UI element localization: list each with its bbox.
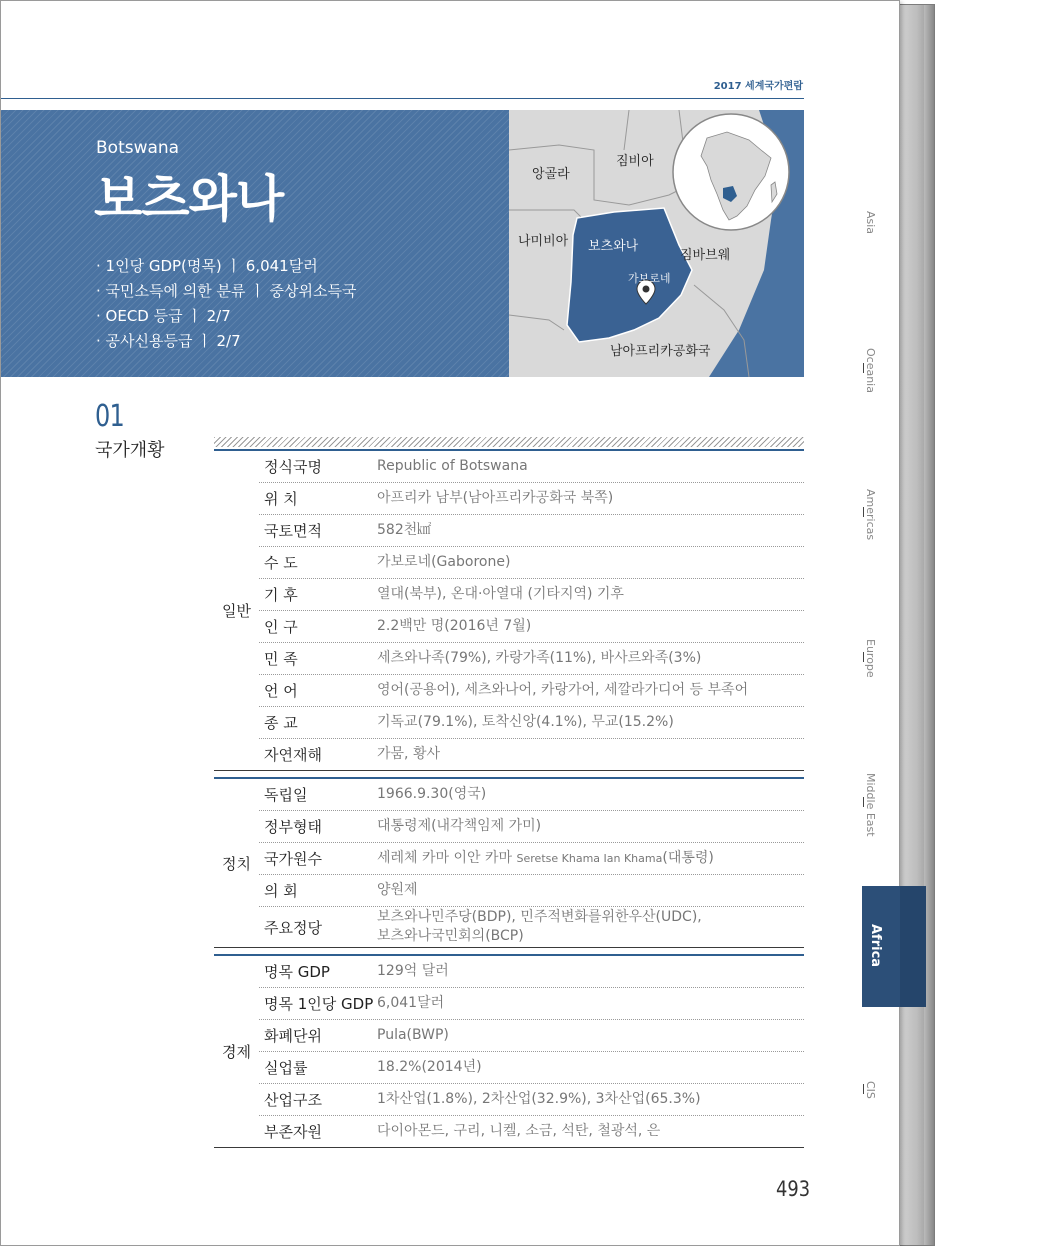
table-row <box>259 956 804 988</box>
fact-oecd-grade: · OECD 등급 ㅣ 2/7 <box>96 307 231 325</box>
map-label-zimbabwe: 짐바브웨 <box>680 248 731 263</box>
head-of-state-ko: 세레체 카마 이안 카마 <box>377 850 513 866</box>
hatch-bar <box>214 437 804 447</box>
row-label: 종 교 <box>264 714 298 732</box>
row-value <box>377 849 804 868</box>
table-row <box>259 811 804 843</box>
table-row <box>259 707 804 739</box>
row-value: 582천㎢ <box>377 522 432 538</box>
row-value: 1966.9.30(영국) <box>377 786 487 802</box>
row-value: 양원제 <box>377 882 418 898</box>
group-economy <box>214 954 804 1148</box>
map-label-angola: 앙골라 <box>532 167 570 182</box>
head-of-state-title: (대통령) <box>662 850 714 866</box>
row-value: 세츠와나족(79%), 카랑가족(11%), 바사르와족(3%) <box>377 650 702 666</box>
row-value: 아프리카 남부(남아프리카공화국 북쪽) <box>377 490 614 506</box>
row-value: 18.2%(2014년) <box>377 1059 482 1075</box>
tab-americas[interactable]: Americas <box>864 489 877 541</box>
group-label: 경제 <box>222 1043 251 1061</box>
country-name-en: Botswana <box>96 138 180 158</box>
edition-label: 2017 세계국가편람 <box>713 81 803 92</box>
tab-cis[interactable]: CIS <box>864 1081 877 1099</box>
page-number: 493 <box>776 1177 811 1201</box>
tab-europe[interactable]: Europe <box>864 639 877 678</box>
table-row <box>259 988 804 1020</box>
table-row <box>259 1084 804 1116</box>
map-label-south-africa: 남아프리카공화국 <box>610 344 711 359</box>
parties-line-1: 보츠와나민주당(BDP), 민주적변화를위한우산(UDC), <box>377 909 702 925</box>
table-row <box>259 675 804 707</box>
book-edge <box>895 4 935 1246</box>
row-value: 129억 달러 <box>377 963 449 979</box>
table-row <box>259 843 804 875</box>
row-label: 실업률 <box>264 1059 308 1077</box>
country-name-ko: 보츠와나 <box>94 170 284 228</box>
tab-oceania[interactable]: Oceania <box>864 348 877 393</box>
table-row <box>259 1020 804 1052</box>
overview-table <box>214 449 804 1148</box>
row-value: Republic of Botswana <box>377 458 528 474</box>
table-row <box>259 907 804 947</box>
top-rule <box>1 98 804 99</box>
row-value: 6,041달러 <box>377 995 445 1011</box>
group-general <box>214 449 804 771</box>
row-value: 다이아몬드, 구리, 니켈, 소금, 석탄, 철광석, 은 <box>377 1123 661 1139</box>
row-label: 자연재해 <box>264 746 322 764</box>
row-label: 의 회 <box>264 882 298 900</box>
map-label-capital: 가보로네 <box>628 272 671 285</box>
table-row <box>259 643 804 675</box>
map-label-botswana: 보츠와나 <box>588 239 639 254</box>
row-value: Pula(BWP) <box>377 1027 449 1043</box>
section-number: 01 <box>95 399 124 434</box>
row-label: 화폐단위 <box>264 1027 322 1045</box>
table-row <box>259 779 804 811</box>
row-label: 정식국명 <box>264 458 322 476</box>
row-label: 인 구 <box>264 618 298 636</box>
tab-middle-east[interactable]: Middle East <box>864 773 877 837</box>
key-facts <box>96 254 356 354</box>
table-row <box>259 1116 804 1147</box>
row-label: 국토면적 <box>264 522 322 540</box>
row-label: 국가원수 <box>264 850 322 868</box>
table-row <box>259 483 804 515</box>
row-value: 가보로네(Gaborone) <box>377 554 511 570</box>
section-title: 국가개황 <box>95 440 165 461</box>
row-label: 기 후 <box>264 586 298 604</box>
row-label: 부존자원 <box>264 1123 322 1141</box>
fact-credit-grade: · 공사신용등급 ㅣ 2/7 <box>96 332 241 350</box>
row-label: 언 어 <box>264 682 298 700</box>
row-label: 명목 1인당 GDP <box>264 995 374 1013</box>
map-label-namibia: 나미비아 <box>518 234 569 249</box>
tab-africa-label: Africa <box>868 924 883 968</box>
row-label: 독립일 <box>264 786 308 804</box>
row-value: 열대(북부), 온대·아열대 (기타지역) 기후 <box>377 586 624 602</box>
row-label: 민 족 <box>264 650 298 668</box>
table-row <box>259 611 804 643</box>
row-value: 영어(공용어), 세츠와나어, 카랑가어, 세깔라가디어 등 부족어 <box>377 682 749 698</box>
table-row <box>259 875 804 907</box>
row-label: 정부형태 <box>264 818 322 836</box>
table-row <box>259 451 804 483</box>
table-row <box>259 515 804 547</box>
row-value: 1차산업(1.8%), 2차산업(32.9%), 3차산업(65.3%) <box>377 1091 701 1107</box>
row-label: 산업구조 <box>264 1091 322 1109</box>
row-label: 명목 GDP <box>264 963 330 981</box>
tab-asia[interactable]: Asia <box>864 211 877 235</box>
row-value: 2.2백만 명(2016년 7월) <box>377 618 532 634</box>
table-row <box>259 739 804 770</box>
fact-income-class: · 국민소득에 의한 분류 ㅣ 중상위소득국 <box>96 282 357 300</box>
row-label: 주요정당 <box>264 918 322 937</box>
fact-gdp: · 1인당 GDP(명목) ㅣ 6,041달러 <box>96 257 318 275</box>
group-politics <box>214 777 804 948</box>
head-of-state-en: Seretse Khama Ian Khama <box>516 852 663 865</box>
row-label: 위 치 <box>264 490 298 508</box>
row-value: 대통령제(내각책임제 가미) <box>377 818 542 834</box>
table-row <box>259 1052 804 1084</box>
table-row <box>259 547 804 579</box>
row-value <box>377 908 804 946</box>
tab-africa-shade <box>900 886 926 1007</box>
map-label-zambia: 짐비아 <box>616 154 654 169</box>
row-label: 수 도 <box>264 554 298 572</box>
row-value: 가뭄, 황사 <box>377 746 440 762</box>
group-label: 일반 <box>222 602 251 620</box>
book-edge-fold <box>924 5 934 1245</box>
tab-africa-active[interactable] <box>862 886 926 1007</box>
table-row <box>259 579 804 611</box>
row-value: 기독교(79.1%), 토착신앙(4.1%), 무교(15.2%) <box>377 714 674 730</box>
group-label: 정치 <box>222 854 251 873</box>
parties-line-2: 보츠와나국민회의(BCP) <box>377 928 524 944</box>
